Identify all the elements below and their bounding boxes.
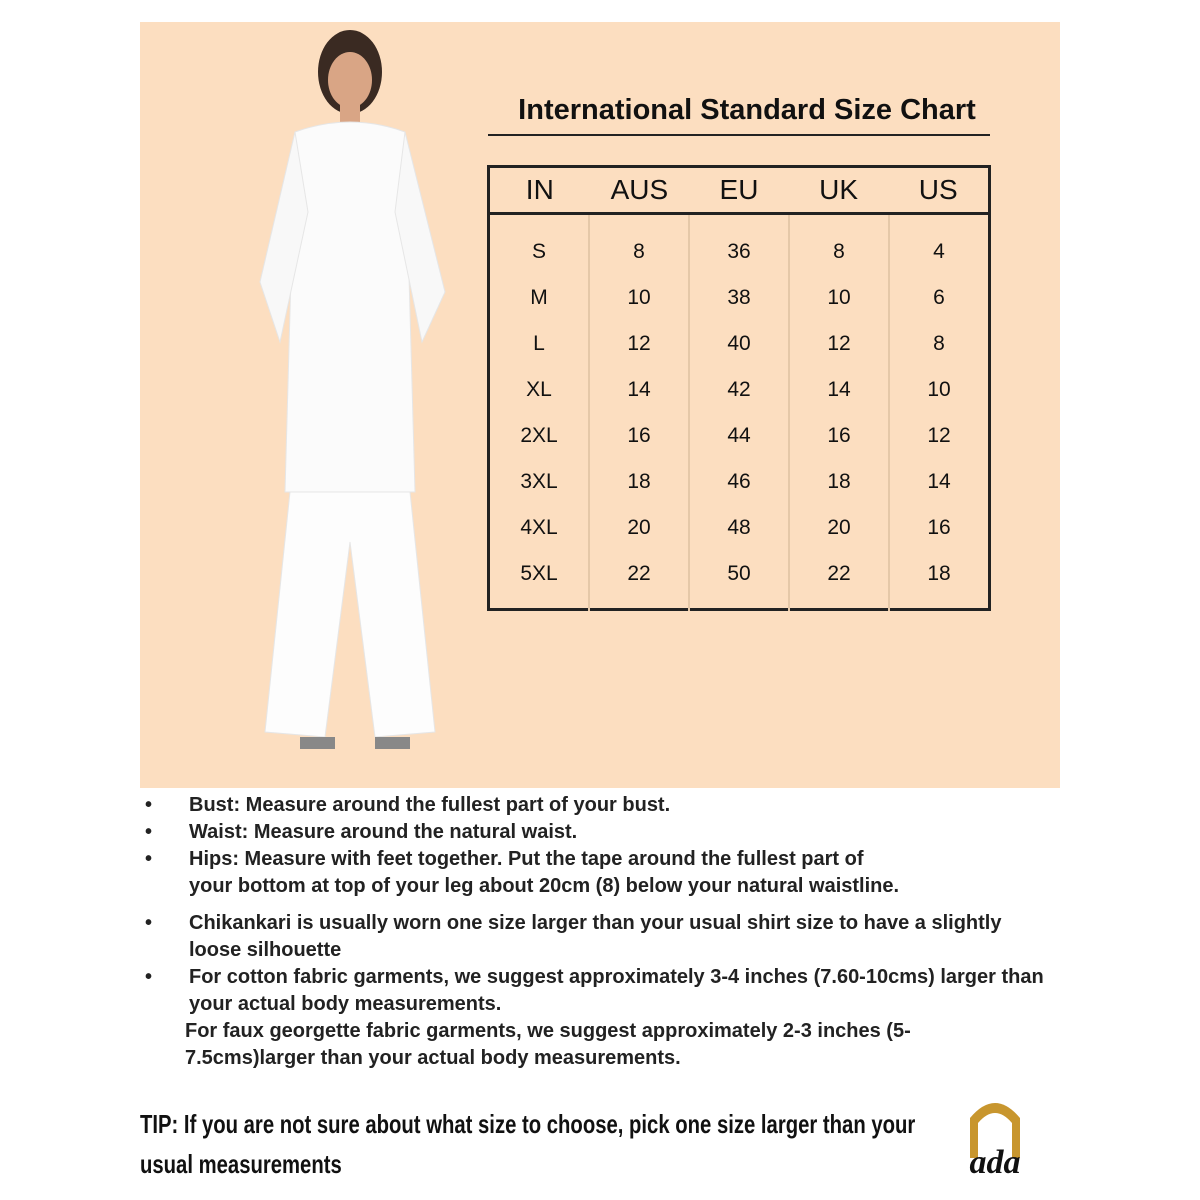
cell-in: 2XL xyxy=(520,424,558,447)
cell-uk: 10 xyxy=(827,286,851,309)
model-image xyxy=(200,22,490,762)
cell-uk: 14 xyxy=(827,378,851,401)
cell-uk: 12 xyxy=(827,332,851,355)
cell-uk: 16 xyxy=(827,424,851,447)
cell-eu: 48 xyxy=(727,516,751,539)
note-cotton: • For cotton fabric garments, we suggest approximately 3-4 inches (7.60-10cms) larger than your actual body measurements. xyxy=(145,966,1044,1015)
header-us: US xyxy=(918,174,958,205)
ada-logo xyxy=(960,1088,1030,1188)
cell-in: 5XL xyxy=(520,562,558,585)
cell-aus: 8 xyxy=(633,240,645,263)
note-chikankari: • Chikankari is usually worn one size larger than your usual shirt size to have a slightly loose silhouette xyxy=(145,912,1002,961)
cell-in: L xyxy=(533,332,545,355)
cell-us: 18 xyxy=(927,562,951,585)
column-in xyxy=(490,215,590,611)
cell-in: M xyxy=(530,286,548,309)
cell-uk: 8 xyxy=(833,240,845,263)
header-in: IN xyxy=(525,174,554,205)
cell-aus: 10 xyxy=(627,286,651,309)
chart-title: International Standard Size Chart xyxy=(518,94,976,126)
size-table xyxy=(487,165,991,611)
cell-eu: 44 xyxy=(727,424,751,447)
cell-eu: 50 xyxy=(727,562,751,585)
cell-us: 6 xyxy=(933,286,945,309)
header-eu: EU xyxy=(719,174,759,205)
cell-us: 8 xyxy=(933,332,945,355)
cell-us: 12 xyxy=(927,424,951,447)
note-waist: • Waist: Measure around the natural waist. xyxy=(145,821,578,843)
cell-us: 14 xyxy=(927,470,951,493)
cell-eu: 46 xyxy=(727,470,751,493)
title-divider xyxy=(488,134,990,136)
cell-aus: 14 xyxy=(627,378,651,401)
cell-eu: 36 xyxy=(727,240,751,263)
note-hips: • Hips: Measure with feet together. Put the tape around the fullest part of your bottom at top of your leg about 20cm (8) below your natural waistline. xyxy=(145,848,900,897)
column-aus xyxy=(590,215,690,611)
table-body xyxy=(490,215,988,611)
cell-aus: 20 xyxy=(627,516,651,539)
table-header xyxy=(490,168,988,215)
cell-uk: 18 xyxy=(827,470,851,493)
note-bust: • Bust: Measure around the fullest part of your bust. xyxy=(145,794,671,816)
cell-aus: 18 xyxy=(627,470,651,493)
cell-in: 3XL xyxy=(520,470,558,493)
note-georgette: For faux georgette fabric garments, we suggest approximately 2-3 inches (5-7.5cms)larger than your actual body measurements. xyxy=(185,1020,911,1069)
cell-in: 4XL xyxy=(520,516,558,539)
cell-aus: 16 xyxy=(627,424,651,447)
column-us xyxy=(890,215,988,611)
cell-in: S xyxy=(531,240,546,263)
product-panel xyxy=(140,22,1060,788)
tip-text: TIP: If you are not sure about what size to choose, pick one size larger than your usual measurements xyxy=(140,1109,916,1179)
measurement-notes xyxy=(145,792,1069,1072)
cell-eu: 40 xyxy=(727,332,751,355)
cell-uk: 20 xyxy=(827,516,851,539)
header-uk: UK xyxy=(819,174,859,205)
cell-us: 10 xyxy=(927,378,951,401)
cell-aus: 22 xyxy=(627,562,651,585)
cell-eu: 38 xyxy=(727,286,751,309)
cell-us: 16 xyxy=(927,516,951,539)
cell-aus: 12 xyxy=(627,332,651,355)
svg-text:ada: ada xyxy=(969,1144,1021,1181)
cell-in: XL xyxy=(526,378,552,401)
cell-eu: 42 xyxy=(727,378,751,401)
column-uk xyxy=(790,215,890,611)
header-aus: AUS xyxy=(610,174,669,205)
cell-uk: 22 xyxy=(827,562,851,585)
cell-us: 4 xyxy=(933,240,945,263)
column-eu xyxy=(690,215,790,611)
